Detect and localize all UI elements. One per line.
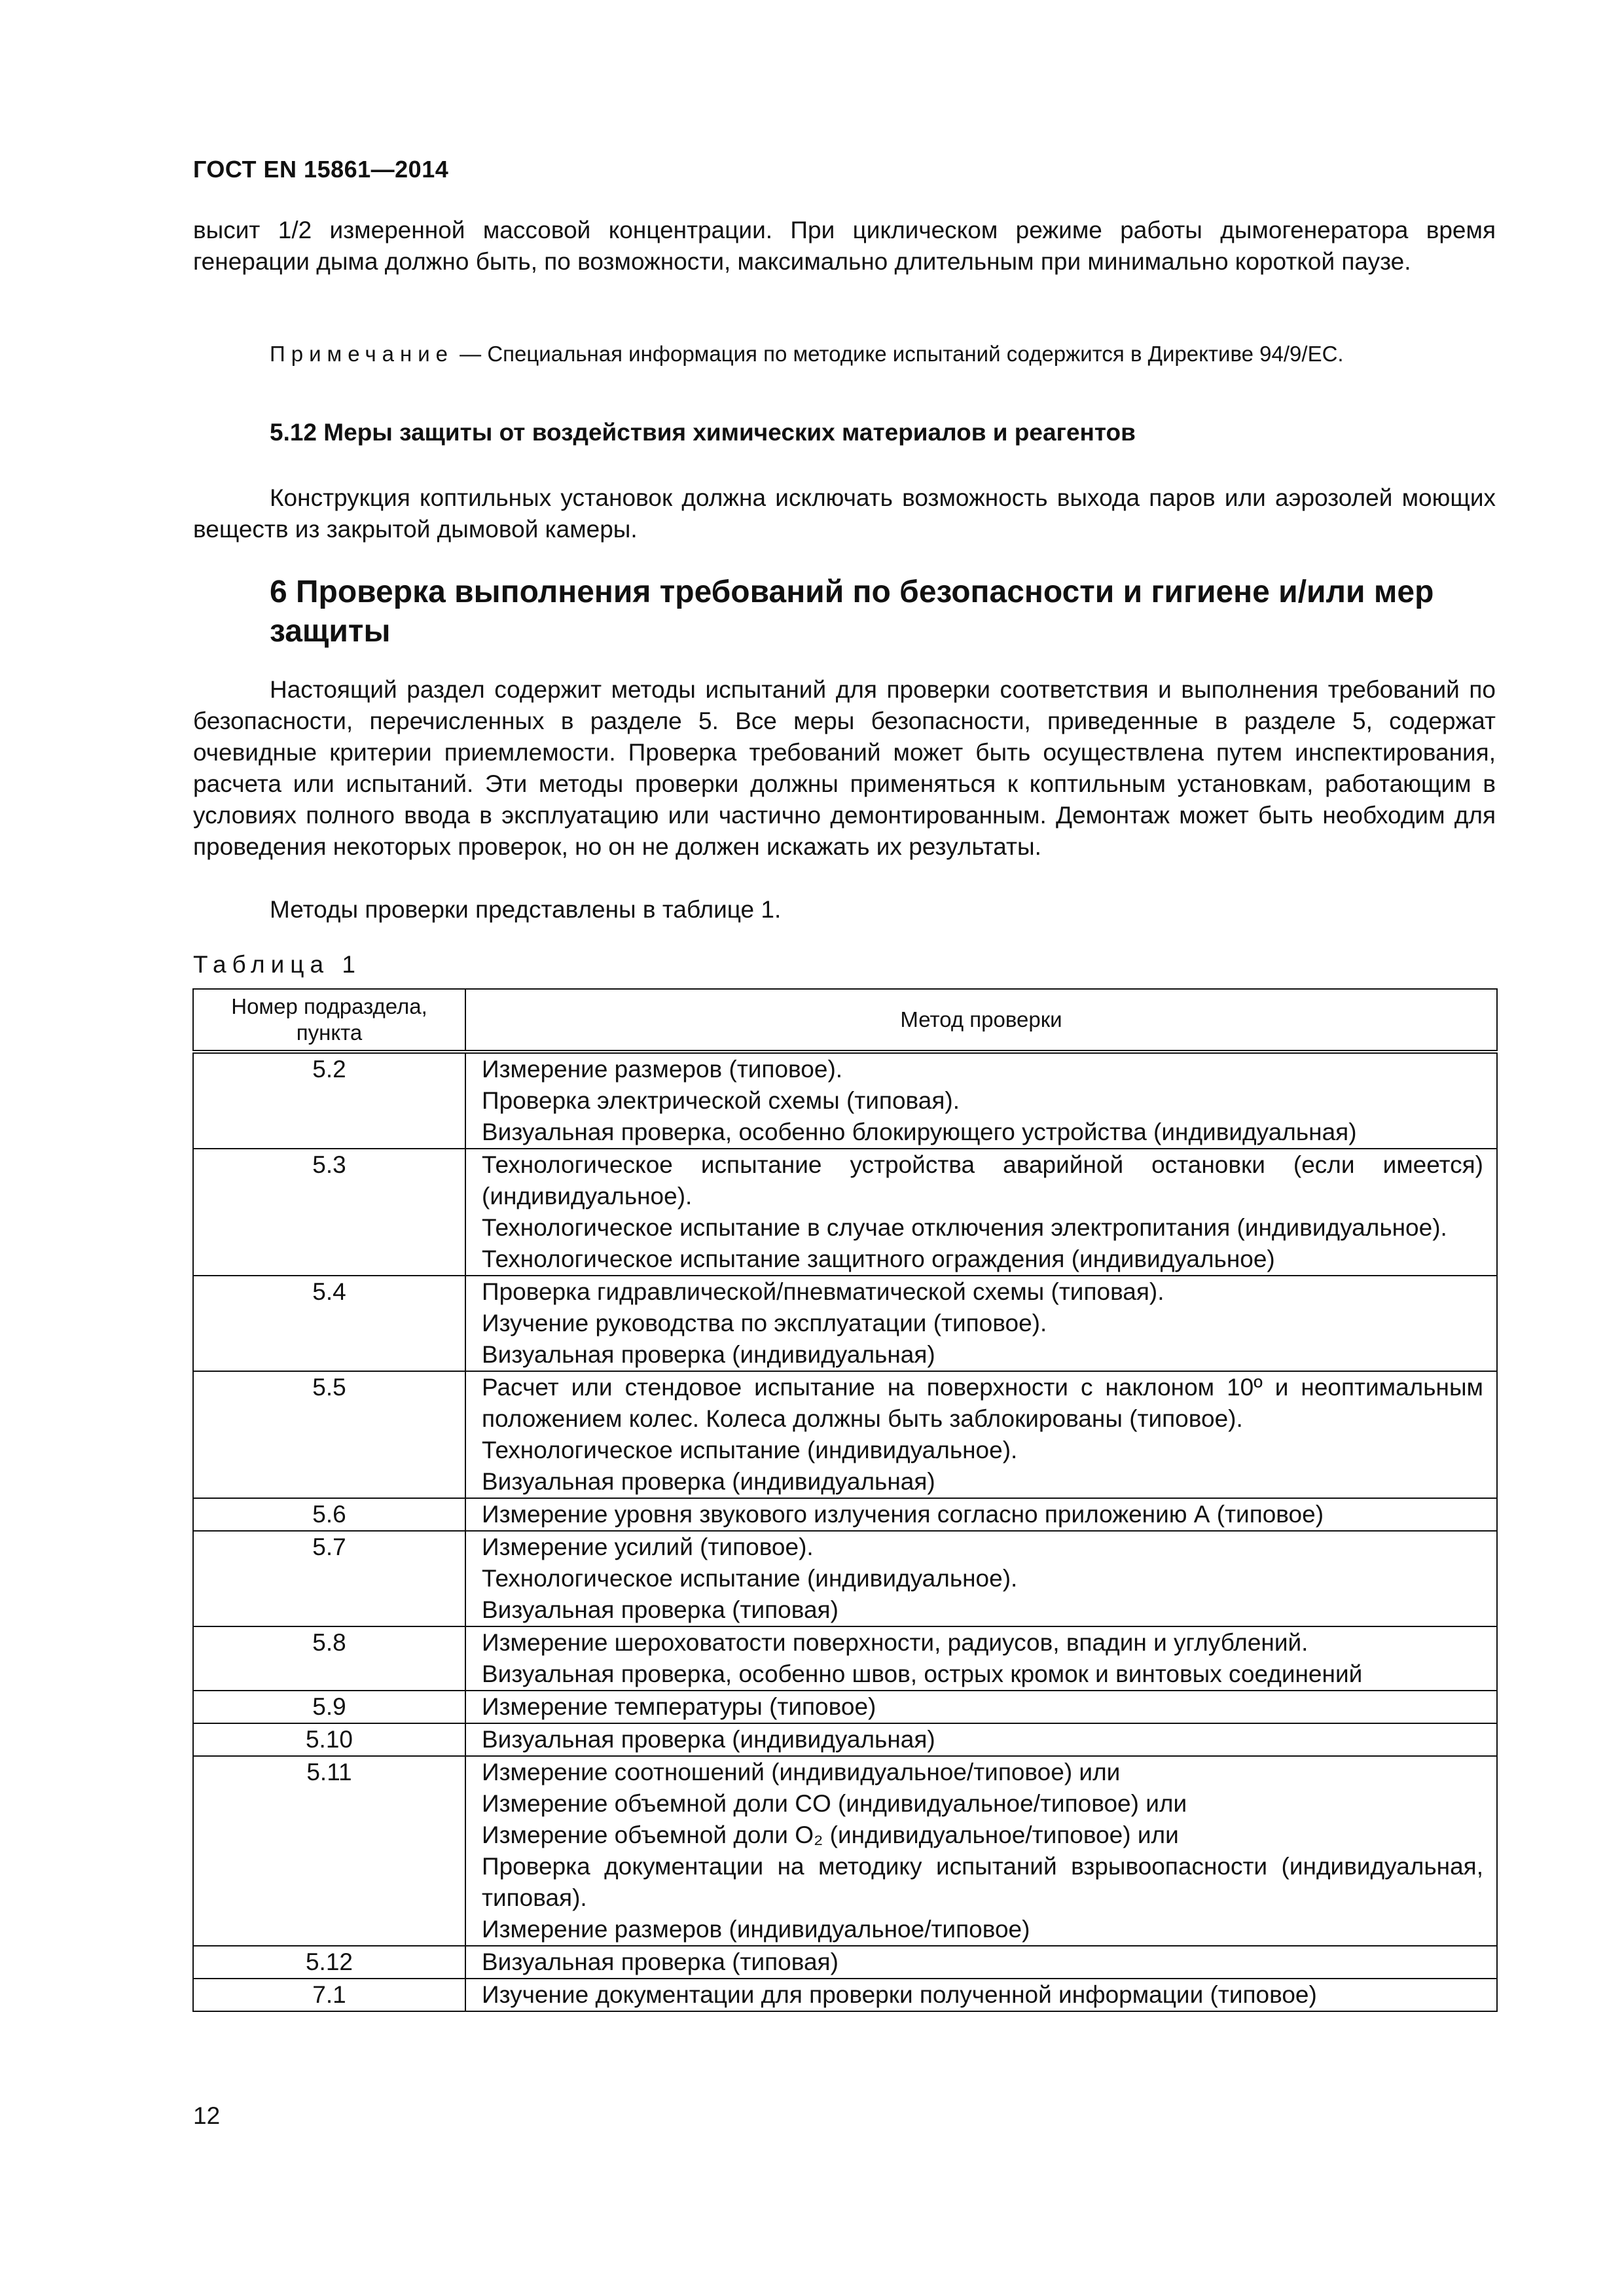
method-cell [465,1149,1497,1276]
method-line: Проверка гидравлической/пневматической схемы (типовая). [482,1278,1164,1305]
section-5-12-text: Конструкция коптильных установок должна исключать возможность выхода паров или аэрозолей моющих веществ из закрытой дымовой камеры. [193,484,1496,543]
method-cell [465,1691,1497,1723]
method-line: Визуальная проверка (индивидуальная) [482,1341,935,1368]
verification-methods-table [192,988,1498,2012]
method-cell [465,1531,1497,1626]
section-6-heading: 6 Проверка выполнения требований по безопасности и гигиене и/или мер защиты [270,575,1434,649]
note-label: Примечание [270,342,454,366]
method-line: Измерение размеров (индивидуальное/типовое) [482,1916,1030,1943]
column-header-number: Номер подраздела, пункта [193,989,465,1052]
method-cell [465,1756,1497,1946]
method-line: Технологическое испытание (индивидуальное). [482,1437,1018,1463]
method-cell [465,1946,1497,1979]
table-row [193,1979,1497,2011]
subsection-number-cell: 7.1 [193,1979,465,2011]
table-row [193,1149,1497,1276]
method-line: Визуальная проверка (типовая) [482,1948,839,1975]
subsection-number-cell: 5.11 [193,1756,465,1946]
table-row [193,1531,1497,1626]
method-cell [465,1626,1497,1691]
table-body [193,1052,1497,2011]
table-row [193,1276,1497,1371]
method-line: Измерение объемной доли CO (индивидуальное/типовое) или [482,1790,1187,1817]
table-row [193,1371,1497,1498]
method-line: Технологическое испытание защитного ограждения (индивидуальное) [482,1246,1275,1272]
method-line: Технологическое испытание устройства аварийной остановки (если имеется) (индивидуальное). [482,1151,1483,1210]
section-6-paragraph-1: Настоящий раздел содержит методы испытаний для проверки соответствия и выполнения требований по безопасности, перечисленных в разделе 5. Все меры безопасности, приведенные в разделе 5, содержат очевидные критерии приемлемости. Проверка требований может быть осуществлена путем инспектирования, расчета или испытаний. Эти методы проверки должны применяться к коптильным установкам, работающим в условиях полного ввода в эксплуатацию или частично демонтированным. Демонтаж может быть необходим для проведения некоторых проверок, но он не должен искажать их результаты. [193,676,1496,860]
method-line: Измерение уровня звукового излучения согласно приложению А (типовое) [482,1501,1324,1528]
method-line: Измерение размеров (типовое). [482,1056,843,1083]
method-line: Технологическое испытание (индивидуальное). [482,1565,1018,1592]
subsection-number-cell: 5.3 [193,1149,465,1276]
document-header: ГОСТ EN 15861—2014 [193,156,449,183]
table-row [193,1052,1497,1149]
subsection-number-cell: 5.9 [193,1691,465,1723]
subsection-number-cell: 5.4 [193,1276,465,1371]
method-line: Проверка документации на методику испытаний взрывоопасности (индивидуальная, типовая). [482,1853,1483,1911]
method-line: Измерение температуры (типовое) [482,1693,876,1720]
table-header-row [193,989,1497,1052]
method-line: Измерение объемной доли O₂ (индивидуальное/типовое) или [482,1821,1179,1848]
table-row [193,1691,1497,1723]
method-line: Расчет или стендовое испытание на поверхности с наклоном 10º и неоптимальным положением колес. Колеса должны быть заблокированы (типовое). [482,1374,1483,1432]
table-caption: Таблица 1 [193,951,361,978]
method-line: Измерение соотношений (индивидуальное/типовое) или [482,1759,1121,1785]
method-cell [465,1498,1497,1531]
method-cell [465,1979,1497,2011]
subsection-number-cell: 5.7 [193,1531,465,1626]
method-line: Визуальная проверка (типовая) [482,1596,839,1623]
page-number: 12 [193,2102,221,2129]
subsection-number-cell: 5.2 [193,1052,465,1149]
table-row [193,1626,1497,1691]
method-line: Изучение руководства по эксплуатации (типовое). [482,1310,1047,1336]
section-6-paragraph-2: Методы проверки представлены в таблице 1. [270,896,782,923]
table-row [193,1498,1497,1531]
method-line: Проверка электрической схемы (типовая). [482,1087,960,1114]
column-header-method: Метод проверки [465,989,1497,1052]
method-cell [465,1276,1497,1371]
method-line: Измерение усилий (типовое). [482,1534,814,1560]
continuation-paragraph: высит 1/2 измеренной массовой концентрации. При циклическом режиме работы дымогенератора время генерации дыма должно быть, по возможности, максимально длительным при минимально короткой паузе. [193,217,1496,275]
table-row [193,1946,1497,1979]
subsection-number-cell: 5.12 [193,1946,465,1979]
method-line: Изучение документации для проверки полученной информации (типовое) [482,1981,1317,2008]
method-cell [465,1052,1497,1149]
subsection-number-cell: 5.6 [193,1498,465,1531]
method-line: Технологическое испытание в случае отключения электропитания (индивидуальное). [482,1214,1447,1241]
method-line: Визуальная проверка, особенно блокирующего устройства (индивидуальная) [482,1119,1357,1145]
subsection-number-cell: 5.8 [193,1626,465,1691]
note [193,340,1496,368]
method-line: Визуальная проверка (индивидуальная) [482,1468,935,1495]
method-cell [465,1371,1497,1498]
table-row [193,1756,1497,1946]
method-line: Визуальная проверка, особенно швов, острых кромок и винтовых соединений [482,1660,1363,1687]
table-row [193,1723,1497,1756]
subsection-number-cell: 5.10 [193,1723,465,1756]
method-cell [465,1723,1497,1756]
note-text: — Специальная информация по методике испытаний содержится в Директиве 94/9/ЕС. [454,342,1344,366]
method-line: Измерение шероховатости поверхности, радиусов, впадин и углублений. [482,1629,1308,1656]
subsection-number-cell: 5.5 [193,1371,465,1498]
section-5-12-heading: 5.12 Меры защиты от воздействия химических материалов и реагентов [270,419,1136,446]
method-line: Визуальная проверка (индивидуальная) [482,1726,935,1753]
